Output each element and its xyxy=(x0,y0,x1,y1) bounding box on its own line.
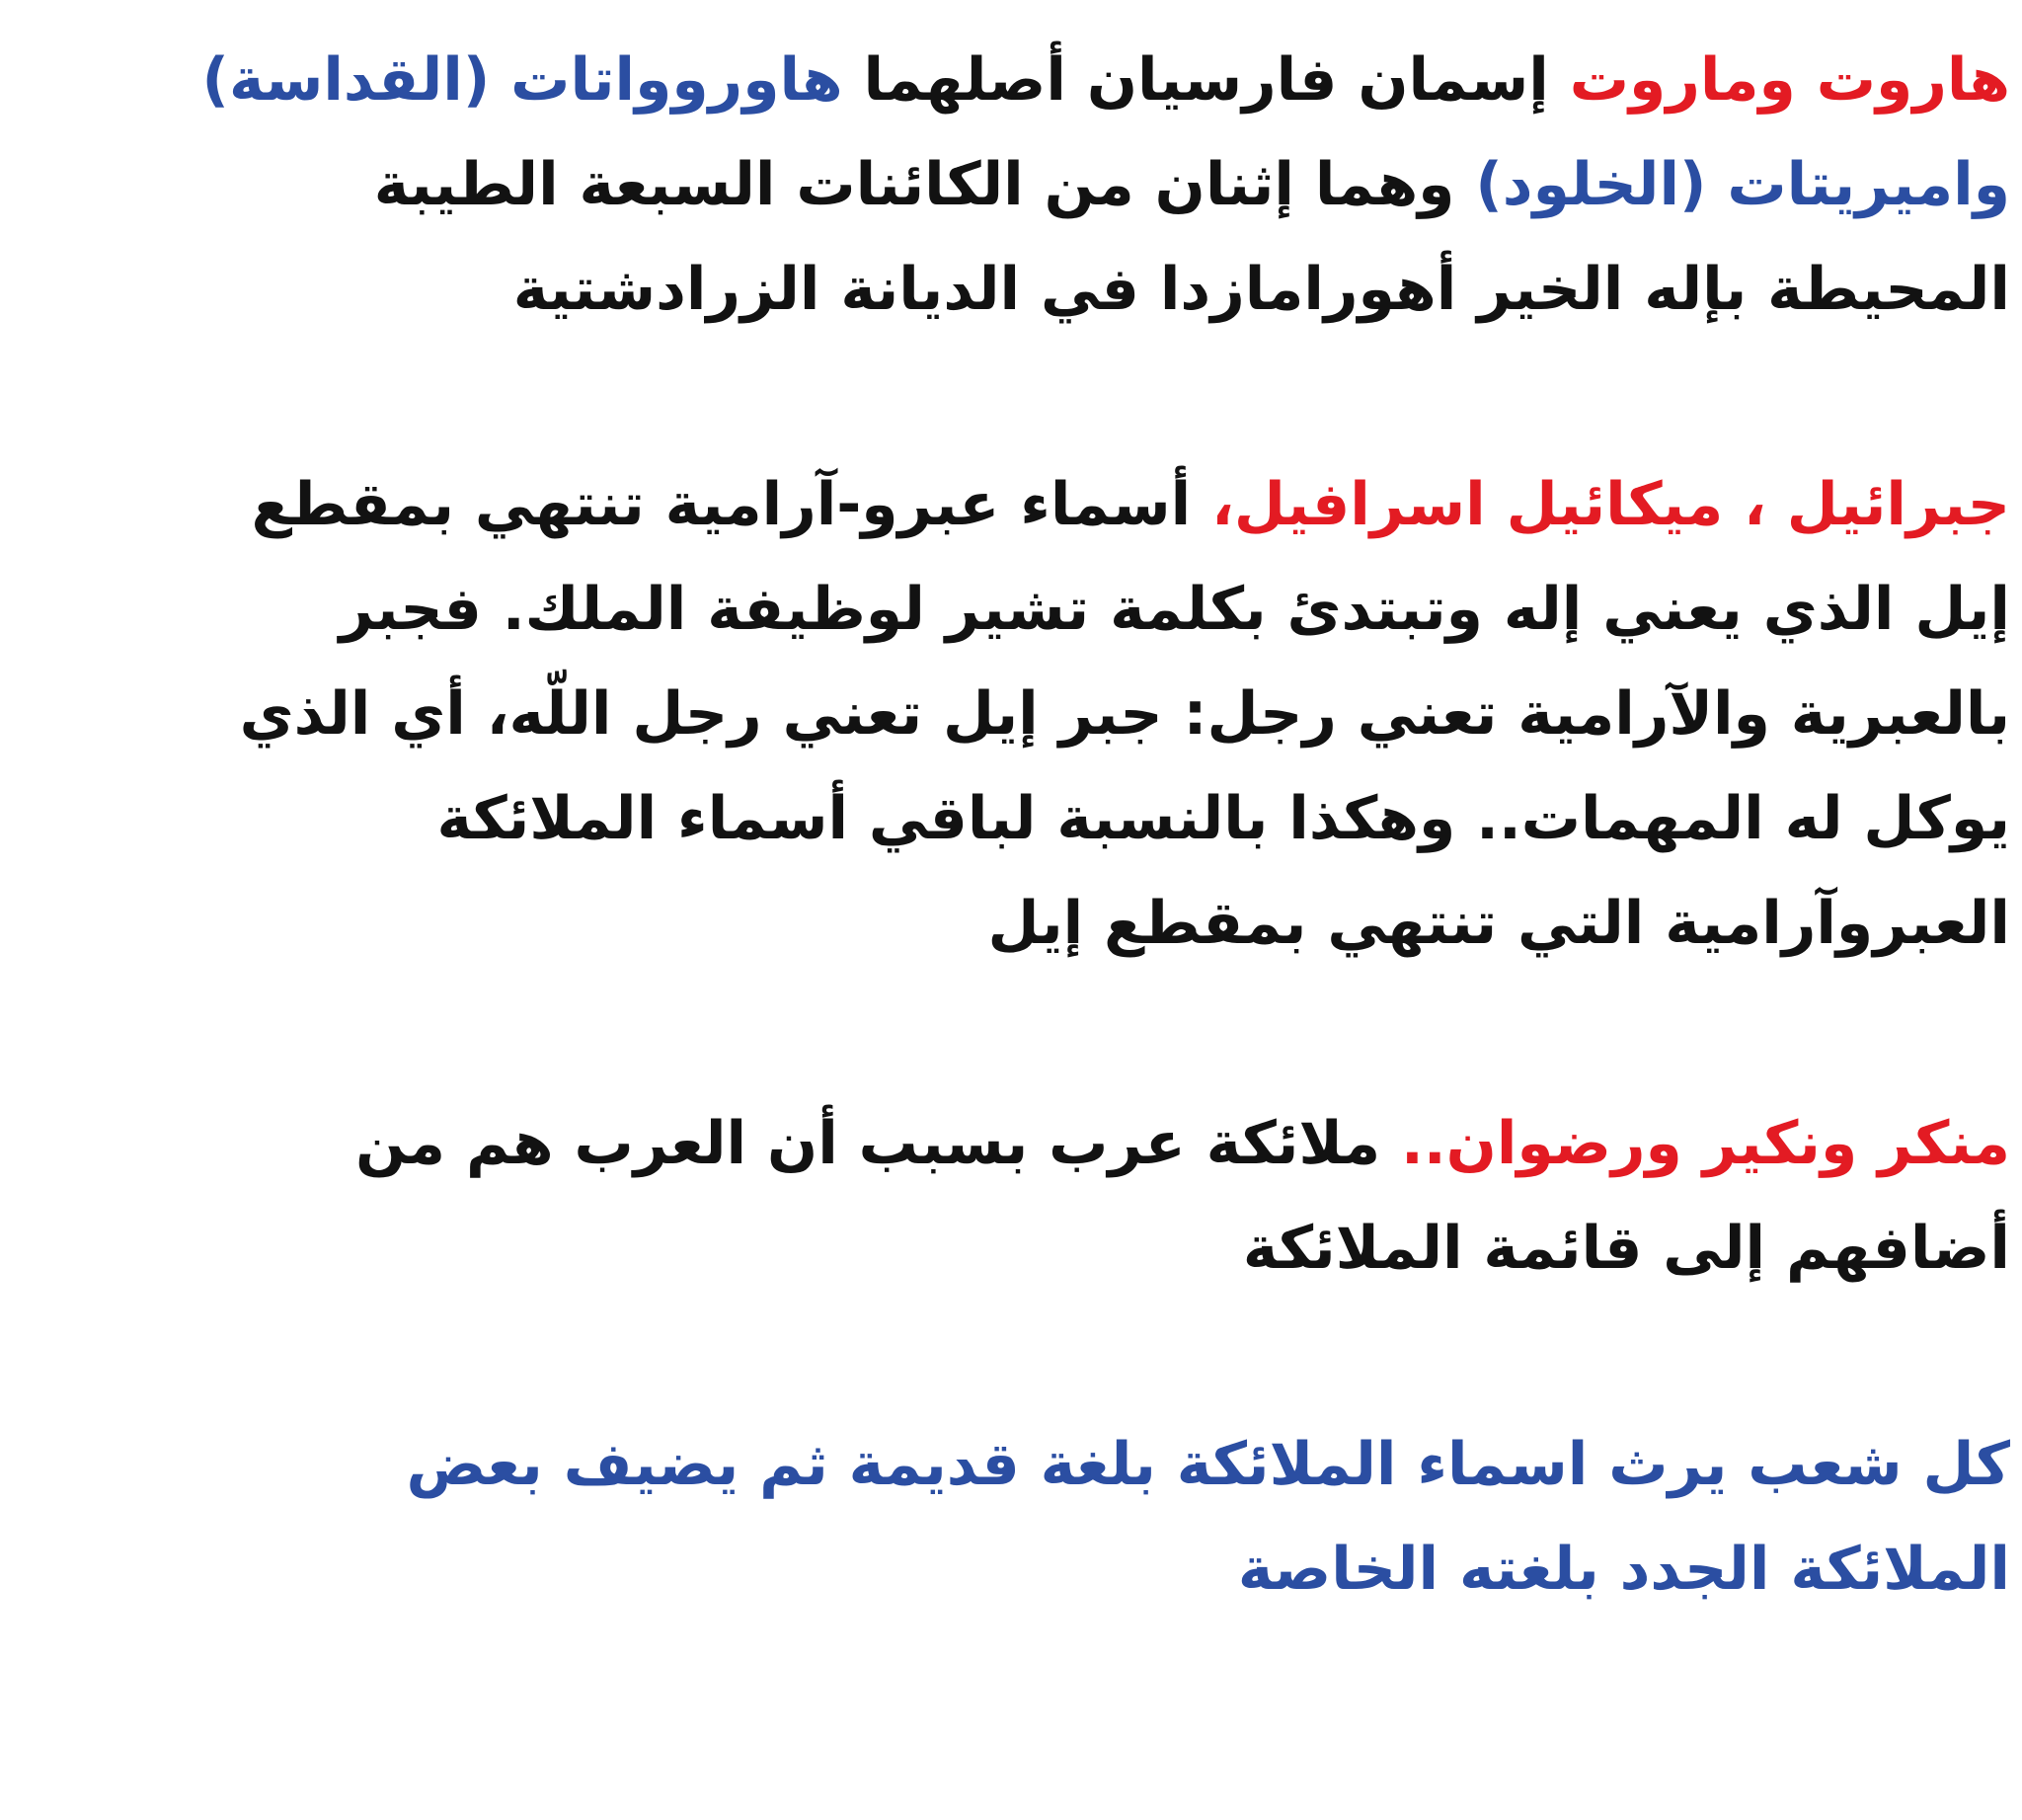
text-line xyxy=(6,1517,2010,1622)
body-text: إسمان فارسيان أصلهما xyxy=(842,45,1570,115)
body-text: يوكل له المهمات.. وهكذا بالنسبة لباقي أسماء الملائكة xyxy=(436,784,2010,853)
conclusion-text: الملائكة الجدد بلغته الخاصة xyxy=(1237,1535,2010,1604)
body-text: وهما إثنان من الكائنات السبعة الطيبة xyxy=(373,150,1476,219)
conclusion-text: كل شعب يرث اسماء الملائكة بلغة قديمة ثم يضيف بعض xyxy=(406,1430,2010,1499)
paragraph-jibril-mikail xyxy=(6,452,2010,976)
text-line xyxy=(6,28,2010,132)
text-line xyxy=(6,557,2010,662)
text-line xyxy=(6,452,2010,557)
body-text: المحيطة بإله الخير أهورامازدا في الديانة الزرادشتية xyxy=(512,255,2010,324)
body-text: أضافهم إلى قائمة الملائكة xyxy=(1242,1214,2010,1283)
highlighted-names: منكر ونكير ورضوان.. xyxy=(1401,1109,2010,1178)
text-line xyxy=(6,1196,2010,1301)
highlighted-names: هاروت وماروت xyxy=(1569,45,2010,115)
persian-term: واميريتات (الخلود) xyxy=(1475,150,2010,219)
text-line xyxy=(6,662,2010,766)
text-line xyxy=(6,1412,2010,1517)
text-line xyxy=(6,871,2010,976)
body-text: إيل الذي يعني إله وتبتدئ بكلمة تشير لوظيفة الملك. فجبر xyxy=(339,575,2010,644)
body-text: العبروآرامية التي تنتهي بمقطع إيل xyxy=(987,889,2010,958)
body-text: بالعبرية والآرامية تعني رجل: جبر إيل تعني رجل اللّه، أي الذي xyxy=(239,679,2010,749)
paragraph-harut-marut xyxy=(6,28,2010,342)
highlighted-names: جبرائيل ، ميكائيل اسرافيل، xyxy=(1211,470,2010,539)
text-line xyxy=(6,237,2010,342)
paragraph-conclusion xyxy=(6,1412,2010,1622)
text-line xyxy=(6,132,2010,237)
paragraph-munkar-nakir xyxy=(6,1091,2010,1301)
text-line xyxy=(6,766,2010,871)
body-text: ملائكة عرب بسبب أن العرب هم من xyxy=(354,1109,1402,1178)
text-line xyxy=(6,1091,2010,1196)
persian-term: هاوروواتات (القداسة) xyxy=(201,45,843,115)
body-text: أسماء عبرو-آرامية تنتهي بمقطع xyxy=(251,470,1212,539)
